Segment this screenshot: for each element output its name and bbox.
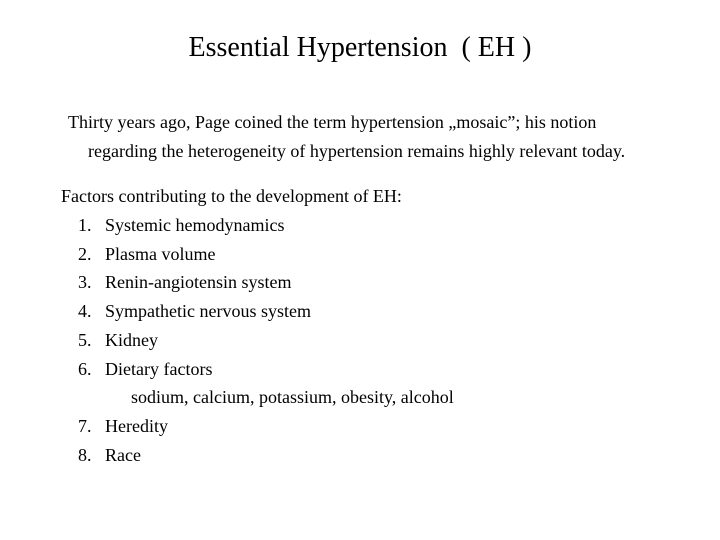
factors-list xyxy=(78,211,454,469)
list-item-number: 4. xyxy=(78,301,92,322)
list-item xyxy=(78,268,454,297)
list-item-label: Systemic hemodynamics xyxy=(105,215,285,235)
list-item-number: 1. xyxy=(78,215,92,235)
dietary-detail-text: sodium, calcium, potassium, obesity, alcohol xyxy=(131,387,454,408)
list-item-label: Dietary factors xyxy=(105,358,213,379)
list-item xyxy=(78,297,454,326)
list-item-label: Heredity xyxy=(105,415,168,436)
factors-heading: Factors contributing to the development of EH: xyxy=(61,186,402,206)
list-item-label: Race xyxy=(105,444,141,465)
list-item-number: 3. xyxy=(78,272,92,293)
list-item xyxy=(78,441,454,470)
list-item-label: Kidney xyxy=(105,329,158,350)
dietary-detail xyxy=(78,383,454,412)
slide-title: Essential Hypertension ( EH ) xyxy=(188,32,532,63)
list-item xyxy=(78,211,454,240)
list-item-label: Plasma volume xyxy=(105,243,216,264)
list-item xyxy=(78,412,454,441)
list-item-number: 5. xyxy=(78,329,92,350)
list-item-label: Sympathetic nervous system xyxy=(105,301,311,322)
list-item-number: 2. xyxy=(78,243,92,264)
list-item xyxy=(78,326,454,355)
list-item-number: 6. xyxy=(78,358,92,379)
list-item xyxy=(78,355,454,384)
list-item-number: 7. xyxy=(78,415,92,436)
intro-paragraph: Thirty years ago, Page coined the term hypertension „mosaic”; his notion regarding the heterogeneity of hypertension remains highly relevant today. xyxy=(68,112,626,161)
list-item-number: 8. xyxy=(78,444,92,465)
list-item xyxy=(78,240,454,269)
list-item-label: Renin-angiotensin system xyxy=(105,272,292,293)
